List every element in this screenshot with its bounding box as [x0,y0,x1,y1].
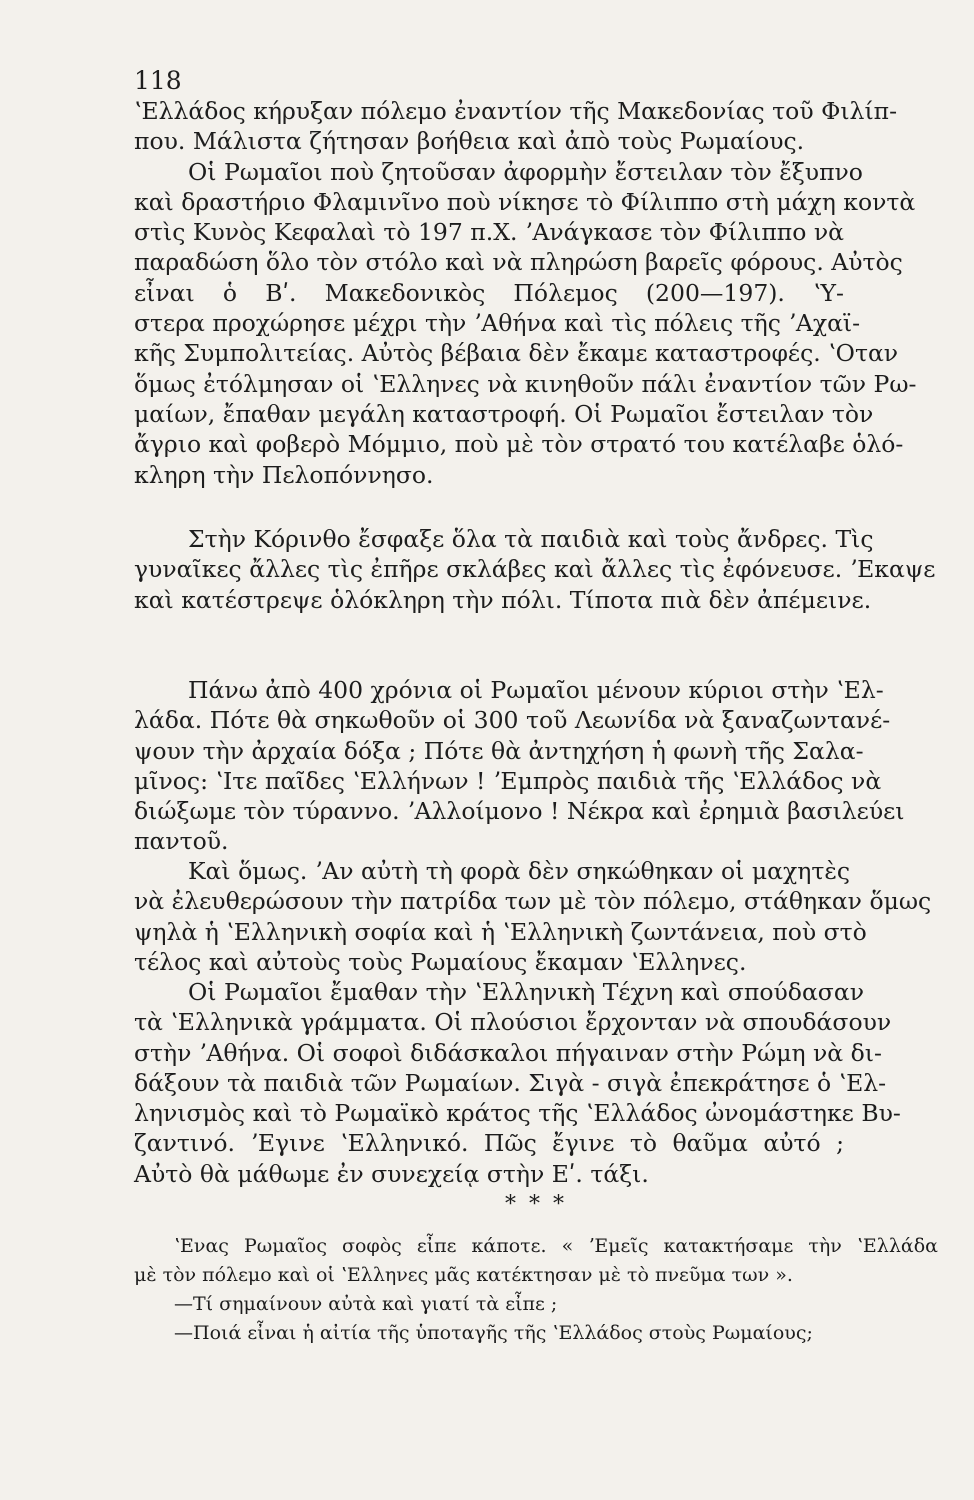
text-line: παντοῦ. [134,827,229,856]
text-line: Στὴν Κόρινθο ἔσφαξε ὅλα τὰ παιδιὰ καὶ τοὺς ἄνδρες. Τὶς [188,525,874,553]
text-line: ὅμως ἐτόλμησαν οἱ ʽΕλληνες νὰ κινηθοῦν πάλι ἐναντίον τῶν Ρω- [134,369,917,398]
text-line: Καὶ ὅμως. ʼΑν αὐτὴ τὴ φορὰ δὲν σηκώθηκαν οἱ μαχητὲς [188,857,851,885]
text-line: Πάνω ἀπὸ 400 χρόνια οἱ Ρωμαῖοι μένουν κύριοι στὴν ʽΕλ- [188,676,884,704]
text-line: Αὐτὸ θὰ μάθωμε ἐν συνεχείᾳ στὴν Εʹ. τάξι. [134,1159,649,1188]
text-line: μῖνος: ʽΙτε παῖδες ʽΕλλήνων ! ʼΕμπρὸς παιδιὰ τῆς ʽΕλλάδος νὰ [134,766,882,795]
question-line: —Τί σημαίνουν αὐτὰ καὶ γιατί τὰ εἶπε ; [174,1293,558,1315]
text-line: νὰ ἐλευθερώσουν τὴν πατρίδα των μὲ τὸν πόλεμο, στάθηκαν ὅμως [134,887,932,916]
text-line: δάξουν τὰ παιδιὰ τῶν Ρωμαίων. Σιγὰ - σιγὰ ἐπεκράτησε ὁ ʽΕλ- [134,1068,887,1097]
text-line: παραδώση ὅλο τὸν στόλο καὶ νὰ πληρώση βαρεῖς φόρους. Αὐτὸς [134,248,903,277]
text-line: καὶ κατέστρεψε ὁλόκληρη τὴν πόλι. Τίποτα πιὰ δὲν ἀπέμεινε. [134,585,872,614]
text-line: τέλος καὶ αὐτοὺς τοὺς Ρωμαίους ἔκαμαν ʽΕλληνες. [134,947,747,976]
text-line: ληνισμὸς καὶ τὸ Ρωμαϊκὸ κράτος τῆς ʽΕλλάδος ὠνομάστηκε Βυ- [134,1099,901,1128]
footnote [134,1232,938,1348]
text-line: γυναῖκες ἄλλες τὶς ἐπῆρε σκλάβες καὶ ἄλλες τὶς ἐφόνευσε. ʼΕκαψε [134,555,936,584]
text-line: λάδα. Πότε θὰ σηκωθοῦν οἱ 300 τοῦ Λεωνίδα νὰ ξαναζωντανέ- [134,706,891,735]
paragraph-2 [134,524,936,615]
text-line: Οἱ Ρωμαῖοι ποὺ ζητοῦσαν ἀφορμὴν ἔστειλαν τὸν ἔξυπνο [188,157,863,186]
paragraph-3 [134,675,905,857]
text-line: ψουν τὴν ἀρχαία δόξα ; Πότε θὰ ἀντηχήση ἡ φωνὴ τῆς Σαλα- [134,736,864,765]
text-line: τὰ ʽΕλληνικὰ γράμματα. Οἱ πλούσιοι ἔρχονταν νὰ σπουδάσουν [134,1008,892,1037]
text-line: Οἱ Ρωμαῖοι ἔμαθαν τὴν ʽΕλληνικὴ Τέχνη καὶ σπούδασαν [188,978,865,1006]
footnote-line: ʽΕνας Ρωμαῖος σοφὸς εἶπε κάποτε. « ʼΕμεῖς κατακτήσαμε τὴν ʽΕλλάδα [174,1235,938,1257]
section-separator: * * * [505,1192,567,1217]
footnote-line: μὲ τὸν πόλεμο καὶ οἱ ʽΕλληνες μᾶς κατέκτησαν μὲ τὸ πνεῦμα των ». [134,1264,793,1286]
text-line: στερα προχώρησε μέχρι τὴν ʼΑθήνα καὶ τὶς πόλεις τῆς ʼΑχαϊ- [134,309,861,338]
paragraph-5 [134,977,901,1189]
paragraph-4 [134,856,932,977]
page-number: 118 [134,66,182,95]
text-line: κῆς Συμπολιτείας. Αὐτὸς βέβαια δὲν ἔκαμε καταστροφές. ʽΟταν [134,339,899,368]
text-line: μαίων, ἔπαθαν μεγάλη καταστροφή. Οἱ Ρωμαῖοι ἔστειλαν τὸν [134,399,874,428]
text-line: στὴν ʼΑθήνα. Οἱ σοφοὶ διδάσκαλοι πήγαιναν στὴν Ρώμη νὰ δι- [134,1038,882,1067]
text-line: στὶς Κυνὸς Κεφαλαὶ τὸ 197 π.Χ. ʼΑνάγκασε τὸν Φίλιππο νὰ [134,218,844,247]
text-line: εἶναι ὁ Βʹ. Μακεδονικὸς Πόλεμος (200—197). ʽΥ- [134,278,844,307]
text-line: που. Μάλιστα ζήτησαν βοήθεια καὶ ἀπὸ τοὺς Ρωμαίους. [134,127,805,156]
text-line: ψηλὰ ἡ ʽΕλληνικὴ σοφία καὶ ἡ ʽΕλληνικὴ ζωντάνεια, ποὺ στὸ [134,917,867,946]
text-line: ἄγριο καὶ φοβερὸ Μόμμιο, ποὺ μὲ τὸν στρατό του κατέλαβε ὁλό- [134,430,904,459]
text-line: κληρη τὴν Πελοπόννησο. [134,460,434,489]
text-line: διώξωμε τὸν τύραννο. ʼΑλλοίμονο ! Νέκρα καὶ ἐρημιὰ βασιλεύει [134,797,905,826]
text-line: ζαντινό. ʼΕγινε ʽΕλληνικό. Πῶς ἔγινε τὸ θαῦμα αὐτό ; [134,1129,844,1158]
text-line: ʽΕλλάδος κήρυξαν πόλεμο ἐναντίον τῆς Μακεδονίας τοῦ Φιλίπ- [134,97,898,125]
text-line: καὶ δραστήριο Φλαμινῖνο ποὺ νίκησε τὸ Φίλιππο στὴ μάχη κοντὰ [134,187,916,216]
paragraph-1 [134,96,917,490]
question-line: —Ποιά εἶναι ἡ αἰτία τῆς ὑποταγῆς τῆς ʽΕλλάδος στοὺς Ρωμαίους; [174,1322,813,1344]
